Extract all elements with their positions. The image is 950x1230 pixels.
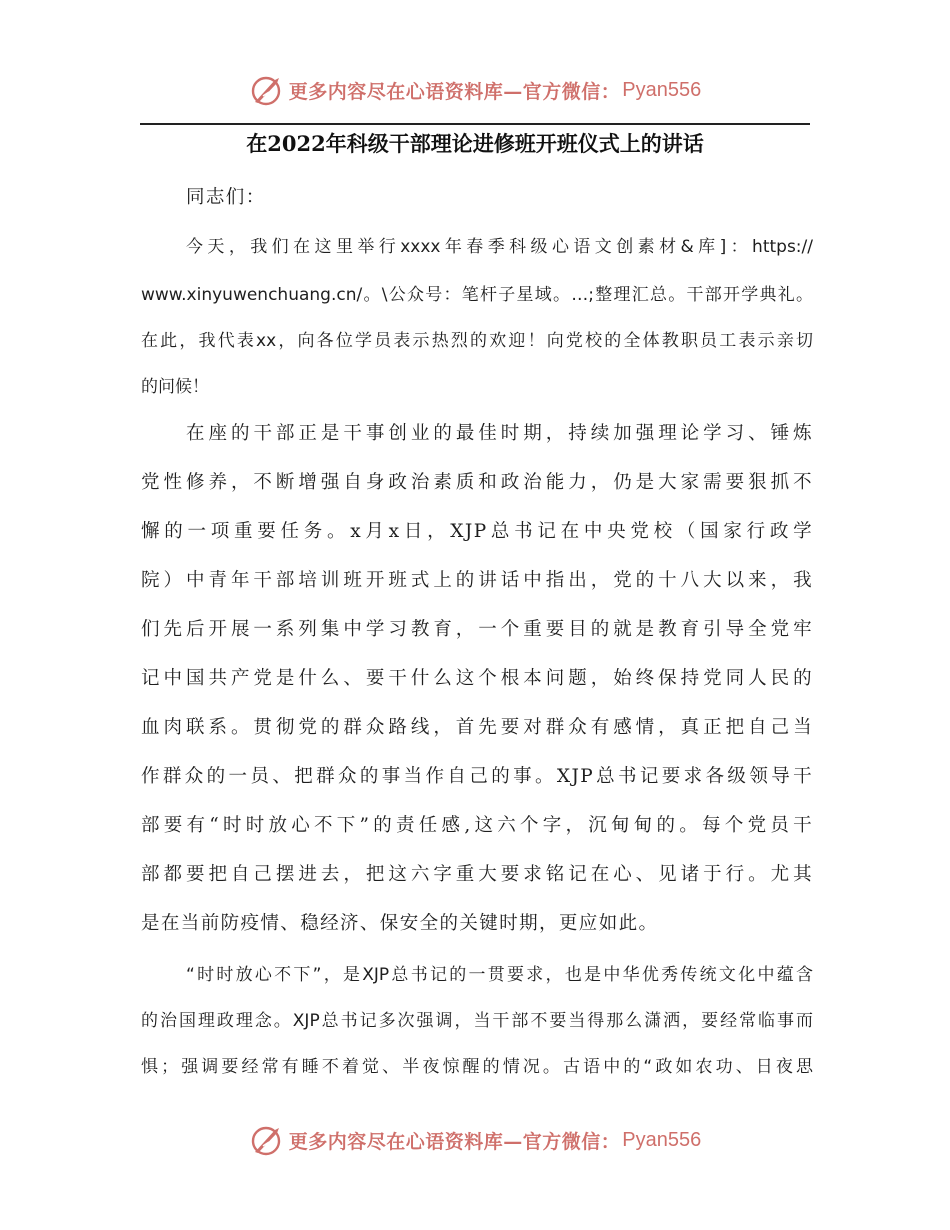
footer-watermark-banner — [0, 1120, 950, 1160]
banner-wechat-id: Pyan556 — [622, 78, 702, 101]
body-line: 记中国共产党是什么、要干什么这个根本问题，始终保持党同人民的 — [141, 668, 813, 689]
body-line: 惧；强调要经常有睡不着觉、半夜惊醒的情况。古语中的“政如农功、日夜思 — [141, 1057, 813, 1077]
header-rule — [140, 123, 810, 125]
quill-logo-icon — [249, 1122, 285, 1158]
body-line: www.xinyuwenchuang.cn/。\公众号：笔杆子星域。…;整理汇总。干部开学典礼。 — [141, 285, 813, 305]
quill-logo-icon — [249, 72, 285, 108]
body-line: 在座的干部正是干事创业的最佳时期，持续加强理论学习、锤炼 — [186, 423, 813, 444]
body-line: 在此，我代表xx，向各位学员表示热烈的欢迎！向党校的全体教职员工表示亲切 — [141, 331, 813, 351]
body-line: “时时放心不下”，是XJP总书记的一贯要求，也是中华优秀传统文化中蕴含 — [186, 965, 813, 985]
body-line: 今天，我们在这里举行xxxx年春季科级心语文创素材&库]：https:// — [186, 237, 813, 257]
body-line: 部都要把自己摆进去，把这六字重大要求铭记在心、见诸于行。尤其 — [141, 864, 813, 885]
body-line: 是在当前防疫情、稳经济、保安全的关键时期，更应如此。 — [141, 913, 659, 934]
body-line: 的问候！ — [141, 377, 209, 397]
body-line: 作群众的一员、把群众的事当作自己的事。XJP总书记要求各级领导干 — [141, 766, 813, 787]
salutation-line: 同志们： — [186, 187, 266, 208]
body-line: 的治国理政理念。XJP总书记多次强调，当干部不要当得那么潇洒，要经常临事而 — [141, 1011, 813, 1031]
body-line: 院）中青年干部培训班开班式上的讲话中指出，党的十八大以来，我 — [141, 570, 813, 591]
document-title: 在2022年科级干部理论进修班开班仪式上的讲话 — [246, 131, 704, 156]
body-line: 血肉联系。贯彻党的群众路线，首先要对群众有感情，真正把自己当 — [141, 717, 813, 738]
body-line: 们先后开展一系列集中学习教育，一个重要目的就是教育引导全党牢 — [141, 619, 813, 640]
banner-text: 更多内容尽在心语资料库—官方微信： — [288, 1130, 621, 1153]
body-line: 部要有“时时放心不下”的责任感,这六个字，沉甸甸的。每个党员干 — [141, 815, 813, 836]
body-line: 党性修养，不断增强自身政治素质和政治能力，仍是大家需要狠抓不 — [141, 472, 813, 493]
banner-text: 更多内容尽在心语资料库—官方微信： — [288, 80, 621, 103]
header-watermark-banner — [0, 70, 950, 110]
body-line: 懈的一项重要任务。x月x日，XJP总书记在中央党校（国家行政学 — [141, 521, 813, 542]
banner-wechat-id: Pyan556 — [622, 1128, 702, 1151]
